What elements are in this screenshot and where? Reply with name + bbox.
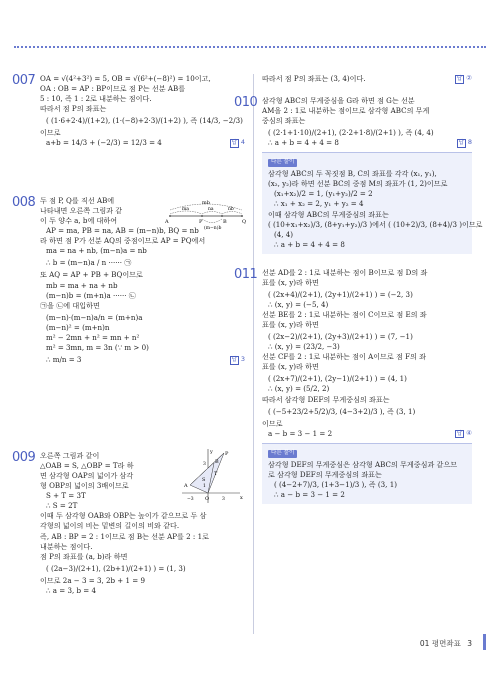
solution-line: 두 점 P, Q를 직선 AB에: [40, 196, 115, 205]
origin-label: O: [205, 496, 210, 502]
point-B-label: B: [215, 459, 219, 465]
solution-line: 점 P의 좌표를 (a, b)라 하면: [40, 551, 128, 561]
solution-line: 즉, AB : BP = 2 : 1이므로 점 B는 선분 AP를 2 : 1로: [40, 531, 209, 541]
solution-line: a − b = 3 − 1 = 2 답 ④: [268, 428, 472, 438]
problem-007: [12, 73, 245, 186]
solution-line: ∴ (x, y) = (23/2, −3): [268, 342, 340, 352]
column-divider: [253, 74, 254, 634]
solution-line: 따라서 삼각형 DEF의 무게중심의 좌표는: [262, 394, 390, 404]
solution-line: 따라서 점 P의 좌표는: [40, 104, 107, 114]
answer-mark: 답 4: [231, 138, 245, 147]
solution-line: ( (2·1+1·10)/(2+1), (2·2+1·8)/(2+1) ), 즉 (4, 4): [268, 128, 434, 138]
tick-1: 1: [203, 484, 206, 489]
solution-line: m² = 3mn, m = 3n (∵ m > 0): [46, 342, 149, 352]
solution-line: 따라서 점 P의 좌표는 (3, 4)이다. 답 ②: [262, 74, 472, 83]
tick-minus-3: −3: [187, 497, 194, 502]
solution-line: 오른쪽 그림과 같이: [40, 451, 100, 460]
solution-line: ( (2a−3)/(2+1), (2b+1)/(2+1) ) = (1, 3): [46, 563, 186, 573]
solution-line: AP = ma, PB = na, AB = (m−n)b, BQ = nb: [46, 226, 199, 236]
area-S-label: S: [202, 477, 206, 483]
alternative-solution-box: [262, 152, 483, 253]
solution-line: 또 AQ = AP + PB + BQ이므로: [40, 270, 143, 280]
segment-diagram: [164, 196, 248, 232]
solution-line: S + T = 3T: [46, 491, 86, 501]
solution-line: a+b = 14/3 + (−2/3) = 12/3 = 4 답 4: [46, 138, 245, 148]
axis-x-label: x: [240, 495, 243, 501]
solution-line: ∴ a = 3, b = 4: [46, 585, 96, 595]
tip-line: 이때 삼각형 ABC의 무게중심의 좌표는: [268, 209, 389, 219]
solution-line: 표를 (x, y)라 하면: [262, 362, 319, 372]
solution-line: 각형의 넓이의 비는 밑변의 길이의 비와 같다.: [40, 521, 180, 531]
solution-line: 이때 두 삼각형 OAB와 OBP는 높이가 같으므로 두 삼: [40, 511, 207, 521]
label-Q: Q: [242, 219, 247, 225]
solution-line: (m−n)b = (m+n)a ······ ㉡: [46, 290, 136, 300]
page-number: 3: [467, 639, 472, 648]
solution-line: ( (2x−2)/(2+1), (2y+3)/(2+1) ) = (7, −1): [268, 332, 413, 342]
answer-mark: 답 ④: [456, 428, 472, 437]
solution-line: 내분하는 점이다.: [40, 541, 93, 551]
solution-line: 이므로: [40, 128, 61, 138]
solution-line: ∴ a + b = 4 + 4 = 8 답 8: [268, 138, 472, 148]
point-A-label: A: [184, 483, 188, 489]
problem-009: [12, 449, 245, 596]
solution-line: OA : OB = AP : BP이므로 점 P는 선분 AB를: [40, 84, 186, 94]
tip-line: 삼각형 DEF의 무게중심은 삼각형 ABC의 무게중심과 같으므: [268, 459, 458, 469]
solution-line: ∴ (x, y) = (5/2, 2): [268, 384, 330, 394]
solution-line: ㉠을 ㉡에 대입하면: [40, 300, 100, 310]
tip-line: ∴ a − b = 3 − 1 = 2: [274, 489, 345, 499]
tip-line: ∴ x₁ + x₂ = 2, y₁ + y₂ = 4: [274, 199, 364, 209]
solution-line: ∴ b = (m−n)a / n ······ ㉠: [46, 258, 132, 268]
tip-line: 로 삼각형 DEF의 무게중심의 좌표는: [268, 469, 382, 479]
label-nb: nb: [228, 207, 234, 212]
tip-line: ( (10+x₁+x₂)/3, (8+y₁+y₂)/3 )에서 ( (10+2)/3, (8+4)/3 )이므로: [268, 219, 483, 229]
solution-line: mb = ma + na + nb: [46, 280, 118, 290]
solution-line: 표를 (x, y)라 하면: [262, 277, 319, 287]
solution-line: ma = na + nb, (m−n)a = nb: [46, 246, 147, 256]
solution-line: m² − 2mn + n² = mn + n²: [46, 332, 140, 342]
problem-number: 009: [12, 450, 36, 465]
solution-line: 나타내면 오른쪽 그림과 같: [40, 206, 123, 216]
tip-line: ∴ a + b = 4 + 4 = 8: [274, 239, 345, 249]
chapter-title: 01 평면좌표: [419, 639, 461, 648]
point-P-label: P: [225, 451, 229, 457]
label-A: A: [165, 219, 169, 225]
solution-line: (m−n)·(m−n)a/n = (m+n)a: [46, 312, 143, 322]
label-P: P: [199, 219, 203, 225]
axis-y-label: y: [210, 449, 213, 455]
solution-line: AM을 2 : 1로 내분하는 점이므로 삼각형 ABC의 무게: [262, 106, 430, 116]
problem-number: 010: [234, 95, 258, 110]
tip-line: ( (4−2+7)/3, (1+3−1)/3 ), 즉 (3, 1): [274, 479, 397, 489]
alternative-solution-tag: 다른 풀이: [268, 159, 297, 167]
problem-number: 008: [12, 195, 36, 210]
solution-line: 선분 BE를 2 : 1로 내분하는 점이 C이므로 점 E의 좌: [262, 310, 427, 319]
solution-line: 선분 AD를 2 : 1로 내분하는 점이 B이므로 점 D의 좌: [262, 267, 428, 277]
solution-line: 표를 (x, y)라 하면: [262, 320, 319, 330]
label-na: na: [208, 207, 214, 212]
solution-line: 중심의 좌표는: [262, 116, 306, 126]
label-mb: mb: [202, 200, 210, 206]
solution-line: 선분 CF를 2 : 1로 내분하는 점이 A이므로 점 F의 좌: [262, 352, 426, 362]
solution-line: 면 삼각형 OAP의 넓이가 삼각: [40, 471, 134, 481]
label-B: B: [223, 219, 227, 225]
problem-number: 011: [234, 266, 258, 282]
footer-accent-bar: [483, 634, 486, 650]
answer-mark: 답 3: [231, 354, 245, 363]
solution-line: 삼각형 ABC의 무게중심을 G라 하면 점 G는 선분: [262, 96, 415, 105]
answer-mark: 답 ②: [456, 74, 472, 82]
solution-line: ∴ (x, y) = (−5, 4): [268, 299, 329, 309]
answer-mark: 답 8: [458, 138, 472, 147]
solution-line: ∴ m/n = 3 답 3: [46, 354, 245, 364]
label-m-minus-n-b: (m−n)b: [204, 226, 222, 231]
solution-line: △OAB = S, △OBP = T라 하: [40, 461, 134, 471]
solution-line: ( (2x+7)/(2+1), (2y−1)/(2+1) ) = (4, 1): [268, 374, 407, 384]
problem-009-continued: [262, 74, 472, 88]
solution-line: 라 하면 점 P가 선분 AQ의 중점이므로 AP = PQ에서: [40, 236, 206, 246]
tip-line: (x₁+x₂)/2 = 1, (y₁+y₂)/2 = 2: [274, 189, 373, 199]
solution-line: OA = √(4²+3²) = 5, OB = √(6²+(−8)²) = 10이고,: [40, 74, 211, 83]
solution-line: 형 OBP의 넓이의 3배이므로: [40, 481, 129, 491]
solution-line: 이므로 2a − 3 = 3, 2b + 1 = 9: [40, 575, 145, 585]
label-ma: ma: [182, 207, 189, 212]
triangle-diagram: [178, 447, 244, 505]
tick-3-x: 3: [222, 497, 225, 502]
tip-line: 삼각형 ABC의 두 꼭짓점 B, C의 좌표를 각각 (x₁, y₁),: [268, 169, 437, 179]
top-dotted-rule: [14, 46, 486, 48]
solution-line: 5 : 10, 즉 1 : 2로 내분하는 점이다.: [40, 94, 152, 104]
solution-line: 이므로: [262, 418, 283, 428]
tip-line: (4, 4): [274, 229, 294, 239]
problem-number: 007: [12, 73, 36, 88]
solution-line: ( (2x+4)/(2+1), (2y+1)/(2+1) ) = (−2, 3): [268, 289, 413, 299]
page-footer: [420, 638, 472, 649]
solution-line: (m−n)² = (m+n)n: [46, 322, 110, 332]
alternative-solution-tag: 다른 풀이: [268, 450, 297, 458]
solution-line: ( (−5+23/2+5/2)/3, (4−3+2)/3 ), 즉 (3, 1): [268, 406, 416, 416]
solution-line: 이 두 양수 a, b에 대하여: [40, 216, 118, 226]
tick-3: 3: [203, 462, 206, 467]
solution-line: ∴ S = 2T: [46, 501, 78, 511]
solution-line: ( (1·6+2·4)/(1+2), (1·(−8)+2·3)/(1+2) ), 즉 (14/3, −2/3): [46, 116, 243, 126]
tip-line: (x₂, y₂)라 하면 선분 BC의 중점 M의 좌표가 (1, 2)이므로: [268, 179, 448, 189]
alternative-solution-box: [262, 443, 472, 504]
area-T-label: T: [214, 471, 218, 477]
